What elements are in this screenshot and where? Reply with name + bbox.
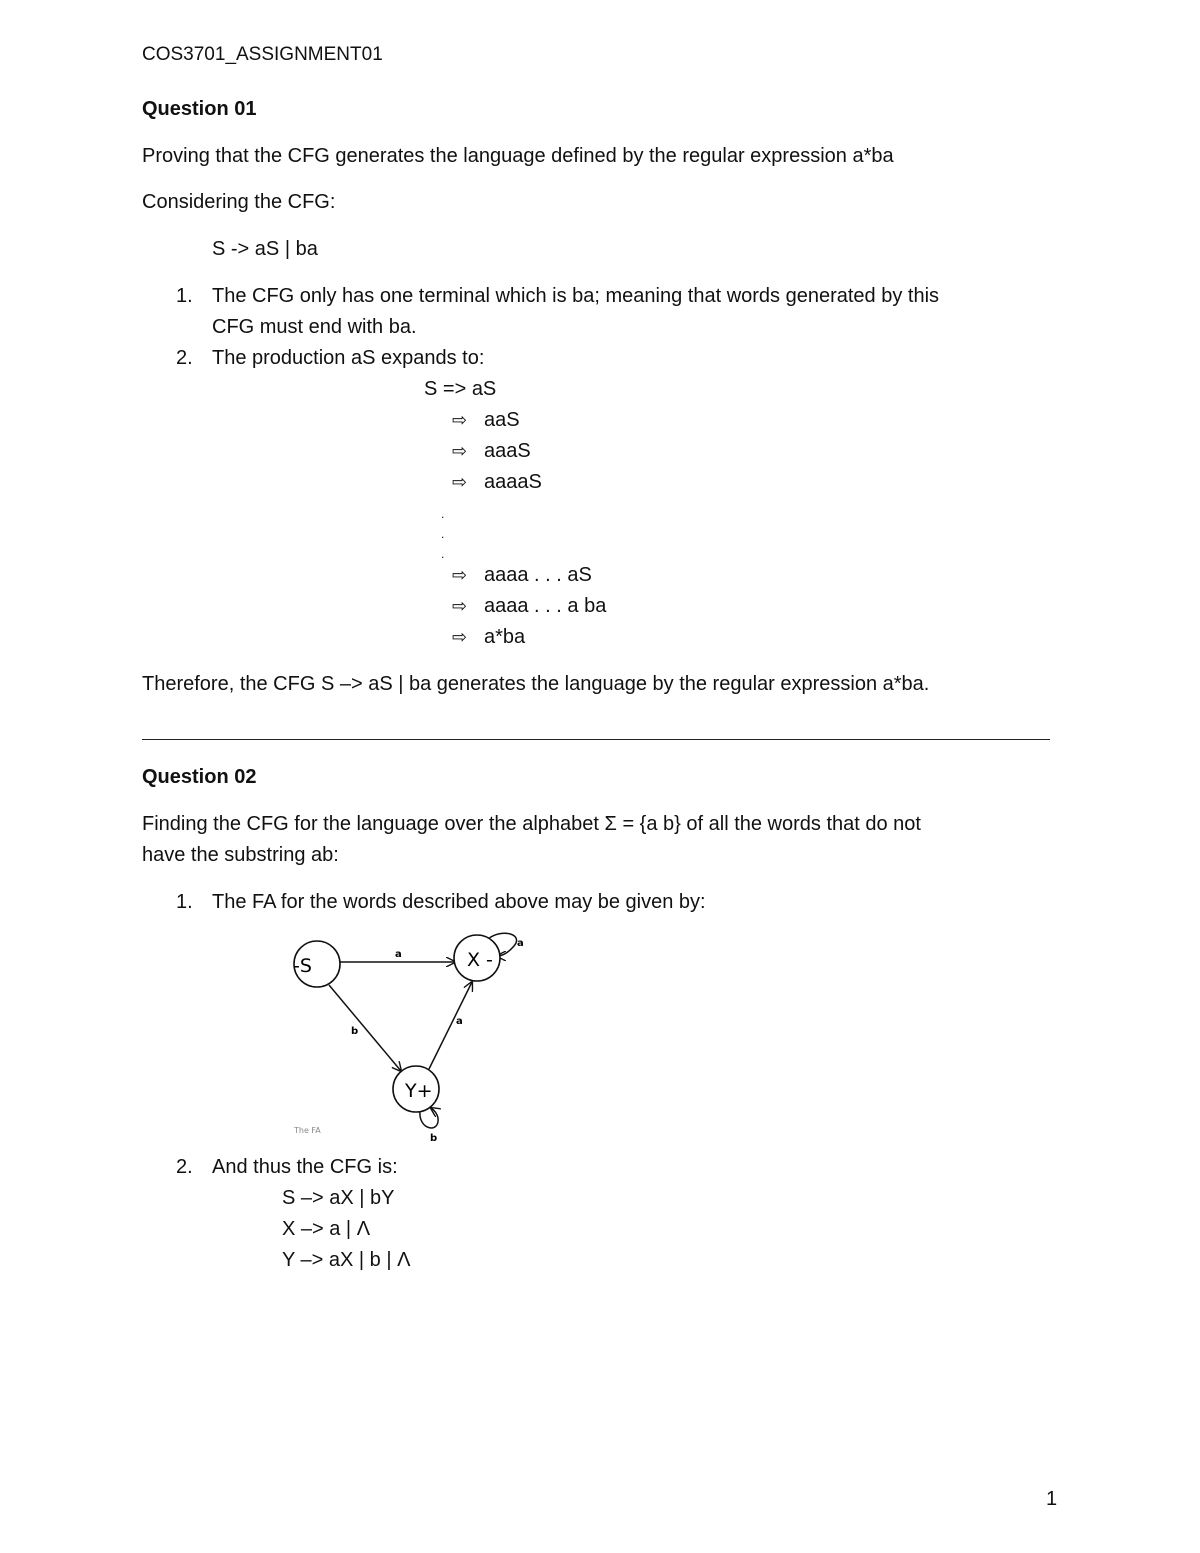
double-arrow-icon: ⇨ <box>452 627 468 647</box>
list-number-1: 1. <box>176 285 193 307</box>
derivation-step: ⇨ aaS <box>452 405 520 436</box>
derivation-step: ⇨ aaaS <box>452 436 531 467</box>
edge-label: b <box>430 1133 438 1144</box>
cfg-rule: X –> a | Λ <box>282 1218 371 1240</box>
derivation-first-step: S => aS <box>424 378 497 400</box>
derivation-step: ⇨ a*ba <box>452 622 525 653</box>
list-number-2: 2. <box>176 1156 193 1178</box>
ellipsis-dot: . <box>441 527 445 541</box>
state-x-label: X - <box>467 949 493 971</box>
cfg-rule: Y –> aX | b | Λ <box>282 1249 411 1271</box>
double-arrow-icon: ⇨ <box>452 565 468 585</box>
state-y-label: Y+ <box>405 1080 433 1102</box>
document-header: COS3701_ASSIGNMENT01 <box>142 44 383 65</box>
question-02-intro-line2: have the substring ab: <box>142 844 339 866</box>
edge-label: a <box>456 1016 463 1027</box>
question-02-intro-line1: Finding the CFG for the language over the alphabet Σ = {a b} of all the words that do not <box>142 813 921 835</box>
question-01-heading: Question 01 <box>142 98 257 120</box>
derivation-step: ⇨ aaaa . . . aS <box>452 560 592 591</box>
question-01-intro: Proving that the CFG generates the language defined by the regular expression a*ba <box>142 145 894 167</box>
ellipsis-dot: . <box>441 547 445 561</box>
double-arrow-icon: ⇨ <box>452 410 468 430</box>
derivation-step: ⇨ aaaa . . . a ba <box>452 591 606 622</box>
derivation-step: ⇨ aaaaS <box>452 467 542 498</box>
ellipsis-dot: . <box>441 507 445 521</box>
list-item-1-line2: CFG must end with ba. <box>212 316 417 338</box>
cfg-rule: S –> aX | bY <box>282 1187 395 1209</box>
list-item-2: The production aS expands to: <box>212 347 485 369</box>
considering-text: Considering the CFG: <box>142 191 336 213</box>
edge-label: b <box>351 1026 359 1037</box>
edge-label: a <box>517 938 524 949</box>
question-02-heading: Question 02 <box>142 766 257 788</box>
state-s-label: -S <box>293 955 312 977</box>
list-number-2: 2. <box>176 347 193 369</box>
list-item-fa: The FA for the words described above may be given by: <box>212 891 706 913</box>
edge-y-to-x <box>429 982 472 1069</box>
double-arrow-icon: ⇨ <box>452 596 468 616</box>
double-arrow-icon: ⇨ <box>452 472 468 492</box>
grammar-production: S -> aS | ba <box>212 238 318 260</box>
list-number-1: 1. <box>176 891 193 913</box>
diagram-caption: The FA <box>294 1126 321 1135</box>
edge-s-to-y <box>329 985 401 1071</box>
question-01-conclusion: Therefore, the CFG S –> aS | ba generates the language by the regular expression a*ba. <box>142 673 930 695</box>
list-item-1-line1: The CFG only has one terminal which is ba; meaning that words generated by this <box>212 285 940 307</box>
list-item-cfg: And thus the CFG is: <box>212 1156 398 1178</box>
double-arrow-icon: ⇨ <box>452 441 468 461</box>
edge-label: a <box>395 949 402 960</box>
page-number: 1 <box>1046 1488 1058 1510</box>
